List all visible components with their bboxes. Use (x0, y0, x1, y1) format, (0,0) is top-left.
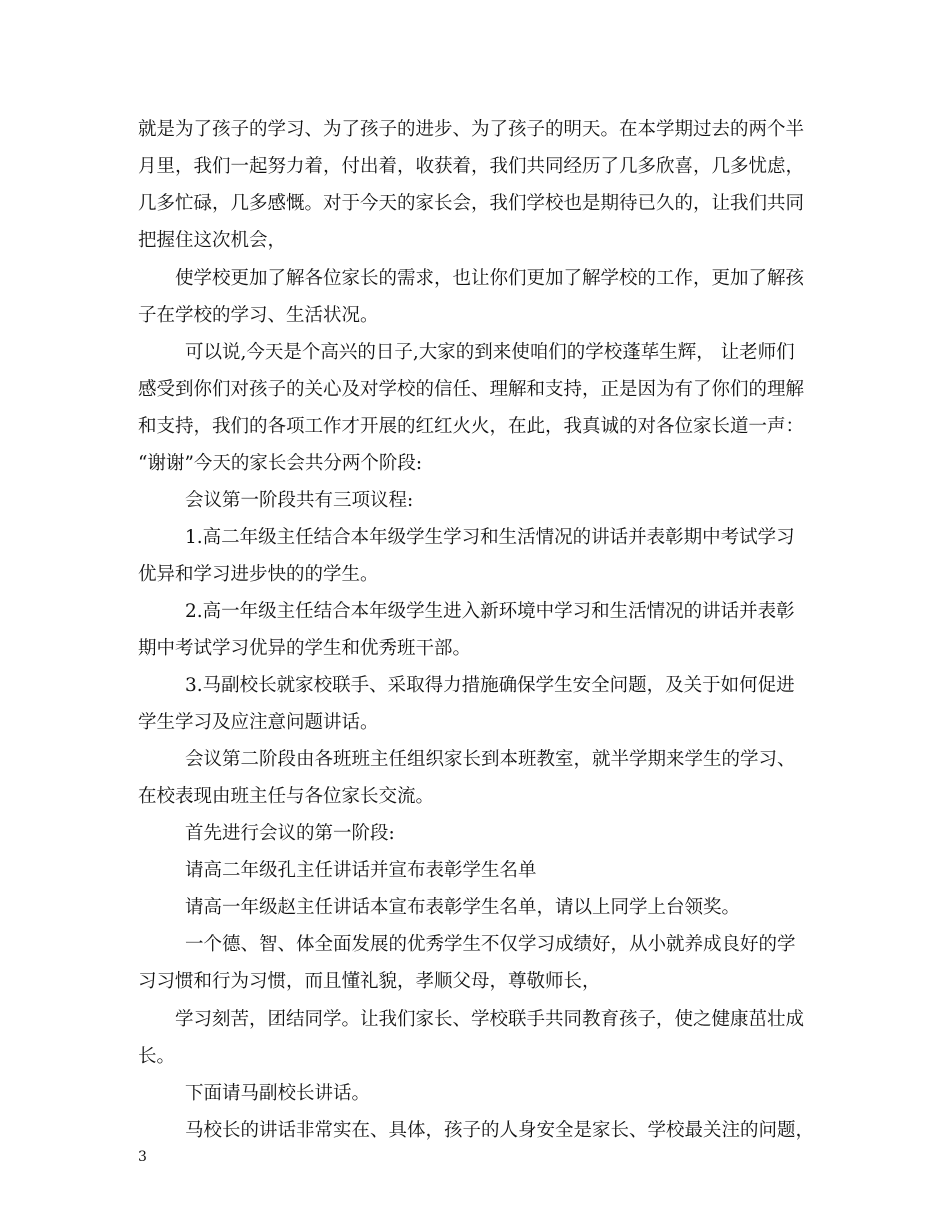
text-line-8: 感受到你们对孩子的关心及对学校的信任、理解和支持，正是因为有了你们的理解 (138, 379, 805, 400)
text-line-16: 3.马副校长就家校联手、采取得力措施确保学生安全问题，及关于如何促进 (185, 675, 795, 696)
text-line-9: 和支持，我们的各项工作才开展的红红火火，在此，我真诚的对各位家长道一声： (138, 416, 805, 437)
text-line-10: “谢谢”今天的家长会共分两个阶段: (138, 453, 423, 474)
text-line-25: 学习刻苦，团结同学。让我们家长、学校联手共同教育孩子，使之健康茁壮成 (175, 1009, 805, 1030)
text-line-14: 2.高一年级主任结合本年级学生进入新环境中学习和生活情况的讲话并表彰 (185, 601, 795, 622)
text-line-17: 学生学习及应注意问题讲话。 (138, 712, 379, 733)
text-line-11: 会议第一阶段共有三项议程: (185, 490, 414, 511)
text-line-2: 月里，我们一起努力着，付出着，收获着，我们共同经历了几多欣喜，几多忧虑， (138, 156, 805, 177)
text-line-1: 就是为了孩子的学习、为了孩子的进步、为了孩子的明天。在本学期过去的两个半 (138, 119, 805, 140)
text-line-4: 把握住这次机会， (138, 230, 287, 251)
text-line-23: 一个德、智、体全面发展的优秀学生不仅学习成绩好，从小就养成良好的学 (185, 934, 796, 955)
text-line-5: 使学校更加了解各位家长的需求，也让你们更加了解学校的工作，更加了解孩 (175, 268, 805, 289)
text-line-3: 几多忙碌，几多感慨。对于今天的家长会，我们学校也是期待已久的，让我们共同 (138, 193, 805, 214)
text-line-27: 下面请马副校长讲话。 (185, 1083, 371, 1104)
text-line-18: 会议第二阶段由各班班主任组织家长到本班教室，就半学期来学生的学习、 (185, 749, 796, 770)
text-line-22: 请高一年级赵主任讲话本宣布表彰学生名单，请以上同学上台领奖。 (185, 897, 741, 918)
text-line-26: 长。 (138, 1046, 176, 1067)
text-line-15: 期中考试学习优异的学生和优秀班干部。 (138, 638, 472, 659)
text-line-20: 首先进行会议的第一阶段: (185, 823, 395, 844)
text-line-6: 子在学校的学习、生活状况。 (138, 305, 379, 326)
text-line-21: 请高二年级孔主任讲话并宣布表彰学生名单 (185, 860, 537, 881)
text-line-24: 习习惯和行为习惯，而且懂礼貌，孝顺父母，尊敬师长， (138, 971, 601, 992)
text-line-19: 在校表现由班主任与各位家长交流。 (138, 786, 435, 807)
text-line-12: 1.高二年级主任结合本年级学生学习和生活情况的讲话并表彰期中考试学习 (185, 527, 795, 548)
text-line-28: 马校长的讲话非常实在、具体，孩子的人身安全是家长、学校最关注的问题， (185, 1120, 815, 1141)
text-line-13: 优异和学习进步快的的学生。 (138, 564, 379, 585)
page-number: 3 (138, 1149, 147, 1165)
text-line-7: 可以说,今天是个高兴的日子,大家的到来使咱们的学校蓬荜生辉， 让老师们 (185, 342, 795, 363)
